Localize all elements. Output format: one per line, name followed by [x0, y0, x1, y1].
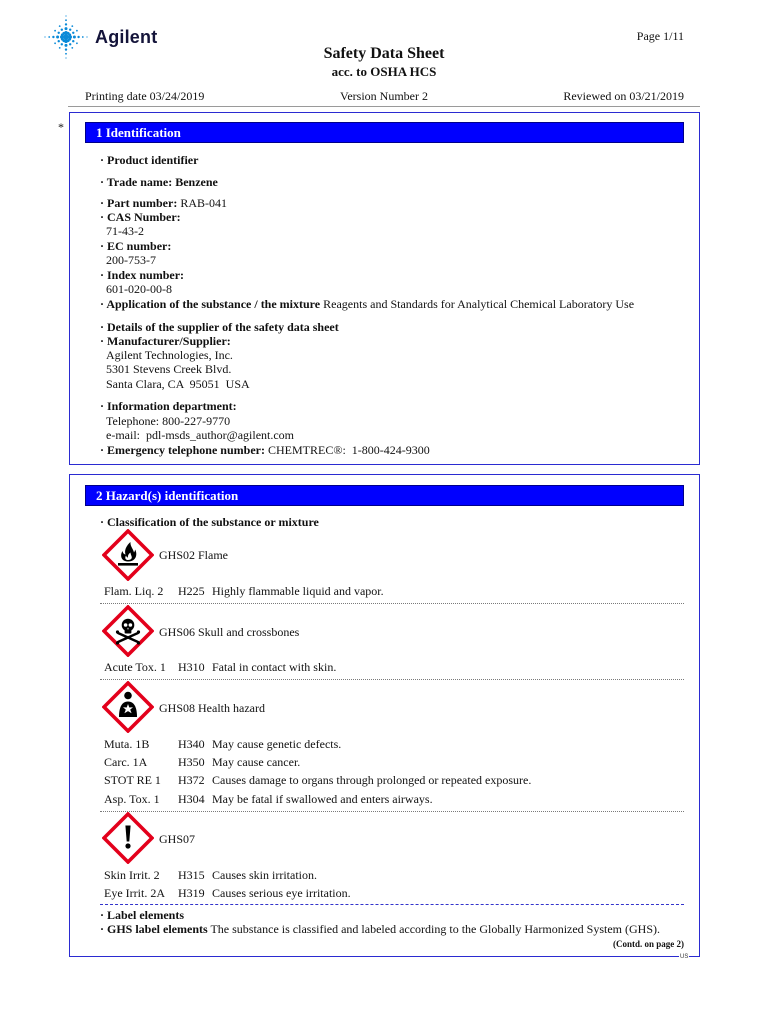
logo-spark-dot — [58, 40, 60, 42]
hazard-statement-row — [0, 659, 768, 675]
document-subtitle: acc. to OSHA HCS — [331, 64, 437, 79]
logo-spark-dot — [77, 36, 79, 38]
hazard-category: Flam. Liq. 2 — [104, 584, 164, 598]
hazard-statement: Fatal in contact with skin. — [212, 660, 337, 674]
trade-name-value: Benzene — [175, 175, 218, 189]
manufacturer-line: Agilent Technologies, Inc. — [106, 348, 233, 362]
pictogram-label: GHS02 Flame — [159, 548, 228, 562]
pictogram-label: GHS07 — [159, 832, 196, 846]
logo-spark-dot — [63, 34, 68, 39]
hazard-category: Muta. 1B — [104, 737, 150, 751]
document-title: Safety Data Sheet — [323, 45, 445, 62]
hazard-category: Eye Irrit. 2A — [104, 886, 165, 900]
cas-number-value: 71-43-2 — [106, 224, 144, 238]
pictogram-label: GHS08 Health hazard — [159, 701, 265, 715]
group-separator — [100, 679, 684, 680]
hazard-statement-row — [0, 867, 768, 883]
hazard-statement-row — [0, 754, 768, 770]
emergency-value: CHEMTREC®: 1-800-424-9300 — [267, 443, 430, 457]
section-heading: 2 Hazard(s) identification — [85, 485, 684, 506]
trade-name-row — [100, 174, 218, 190]
logo-spark-dot — [76, 30, 78, 32]
hazard-statement: May cause cancer. — [212, 755, 301, 769]
header-divider — [68, 106, 700, 107]
logo-spark-dot — [73, 36, 76, 39]
logo-spark-dot — [52, 36, 54, 38]
information-department-label: · Information department: — [100, 399, 237, 413]
group-separator — [100, 603, 684, 604]
ghs-label-elements-value: The substance is classified and labeled according to the Globally Harmonized System (GHS). — [210, 922, 661, 936]
supplier-details-label: · Details of the supplier of the safety data sheet — [100, 320, 339, 334]
logo-spark-dot — [65, 19, 67, 21]
printing-date: Printing date 03/24/2019 — [85, 89, 205, 103]
hazard-code: H225 — [178, 584, 205, 598]
hazard-code: H350 — [178, 755, 205, 769]
hazard-code: H310 — [178, 660, 205, 674]
emergency-label: · Emergency telephone number: — [100, 443, 265, 457]
pictogram-label: GHS06 Skull and crossbones — [159, 625, 300, 639]
hazard-statement: Causes skin irritation. — [212, 868, 317, 882]
hazard-statement-row — [0, 583, 768, 599]
hazard-statement-row — [0, 885, 768, 901]
group-separator — [100, 811, 684, 812]
logo-spark-dot — [58, 32, 60, 34]
application-label: · Application of the substance / the mixture — [100, 297, 321, 311]
continued-note: (Contd. on page 2) — [612, 939, 684, 949]
logo-spark-dot — [61, 29, 63, 31]
manufacturer-line: Santa Clara, CA 95051 USA — [106, 377, 250, 391]
part-number-label: · Part number: — [100, 196, 178, 210]
hazard-statement-row — [0, 791, 768, 807]
logo-spark-dot — [68, 33, 71, 36]
application-row — [100, 296, 634, 312]
logo-spark-dot — [69, 29, 71, 31]
skull-and-crossbones-icon — [102, 605, 154, 657]
country-code: US — [680, 954, 689, 960]
hazard-statement: Causes damage to organs through prolonged or repeated exposure. — [212, 773, 532, 787]
logo-spark-dot — [65, 23, 67, 25]
exclamation-mark-icon — [102, 812, 154, 864]
index-number-label: · Index number: — [100, 268, 185, 282]
logo-spark-dot — [56, 36, 59, 39]
classification-label: · Classification of the substance or mixture — [100, 515, 319, 529]
logo-spark-dot — [59, 25, 61, 27]
hazard-statement: Causes serious eye irritation. — [212, 886, 351, 900]
information-telephone: Telephone: 800-227-9770 — [106, 414, 231, 428]
hazard-statement: May cause genetic defects. — [212, 737, 342, 751]
ghs-label-elements-label: · GHS label elements — [100, 922, 208, 936]
logo-spark-dot — [72, 32, 74, 34]
ec-number-value: 200-753-7 — [106, 253, 156, 267]
logo-spark-dot — [82, 36, 84, 38]
trade-name-label: · Trade name: — [100, 175, 173, 189]
manufacturer-line: 5301 Stevens Creek Blvd. — [106, 362, 232, 376]
revision-marker: * — [58, 120, 64, 134]
label-elements-label: · Label elements — [100, 908, 184, 922]
logo-spark-dot — [71, 25, 73, 27]
index-number-value: 601-020-00-8 — [106, 282, 172, 296]
logo-spark-dot — [65, 27, 68, 30]
hazard-code: H319 — [178, 886, 205, 900]
manufacturer-label: · Manufacturer/Supplier: — [100, 334, 231, 348]
hazard-code: H340 — [178, 737, 205, 751]
logo-spark-dot — [48, 36, 50, 38]
classification-end-separator — [100, 904, 684, 905]
emergency-row — [100, 442, 430, 458]
section-heading: 1 Identification — [85, 122, 684, 143]
hazard-statement: Highly flammable liquid and vapor. — [212, 584, 384, 598]
hazard-statement: May be fatal if swallowed and enters airways. — [212, 792, 433, 806]
logo-spark-dot — [86, 36, 87, 37]
logo-spark-dot — [72, 40, 74, 42]
information-email: e-mail: pdl-msds_author@agilent.com — [106, 428, 295, 442]
version-number: Version Number 2 — [340, 89, 428, 103]
application-value: Reagents and Standards for Analytical Chemical Laboratory Use — [323, 297, 635, 311]
ec-number-label: · EC number: — [100, 239, 172, 253]
ghs-label-elements-row — [100, 921, 660, 937]
hazard-code: H372 — [178, 773, 205, 787]
hazard-category: Skin Irrit. 2 — [104, 868, 160, 882]
hazard-code: H315 — [178, 868, 205, 882]
brand-name: Agilent — [95, 27, 158, 47]
logo-spark-dot — [54, 30, 56, 32]
product-identifier-label: · Product identifier — [100, 153, 199, 167]
hazard-category: Asp. Tox. 1 — [104, 792, 160, 806]
health-hazard-icon — [102, 681, 154, 733]
logo-spark-dot — [65, 15, 66, 16]
reviewed-date: Reviewed on 03/21/2019 — [563, 89, 684, 103]
hazard-statement-row — [0, 772, 768, 788]
page-number: Page 1/11 — [636, 29, 684, 43]
part-number-value: RAB-041 — [180, 196, 227, 210]
logo-spark-dot — [44, 36, 45, 37]
hazard-category: Carc. 1A — [104, 755, 148, 769]
cas-number-label: · CAS Number: — [100, 210, 181, 224]
hazard-category: Acute Tox. 1 — [104, 660, 166, 674]
hazard-statement-row — [0, 736, 768, 752]
flame-icon — [102, 529, 154, 581]
hazard-category: STOT RE 1 — [104, 773, 161, 787]
hazard-code: H304 — [178, 792, 205, 806]
